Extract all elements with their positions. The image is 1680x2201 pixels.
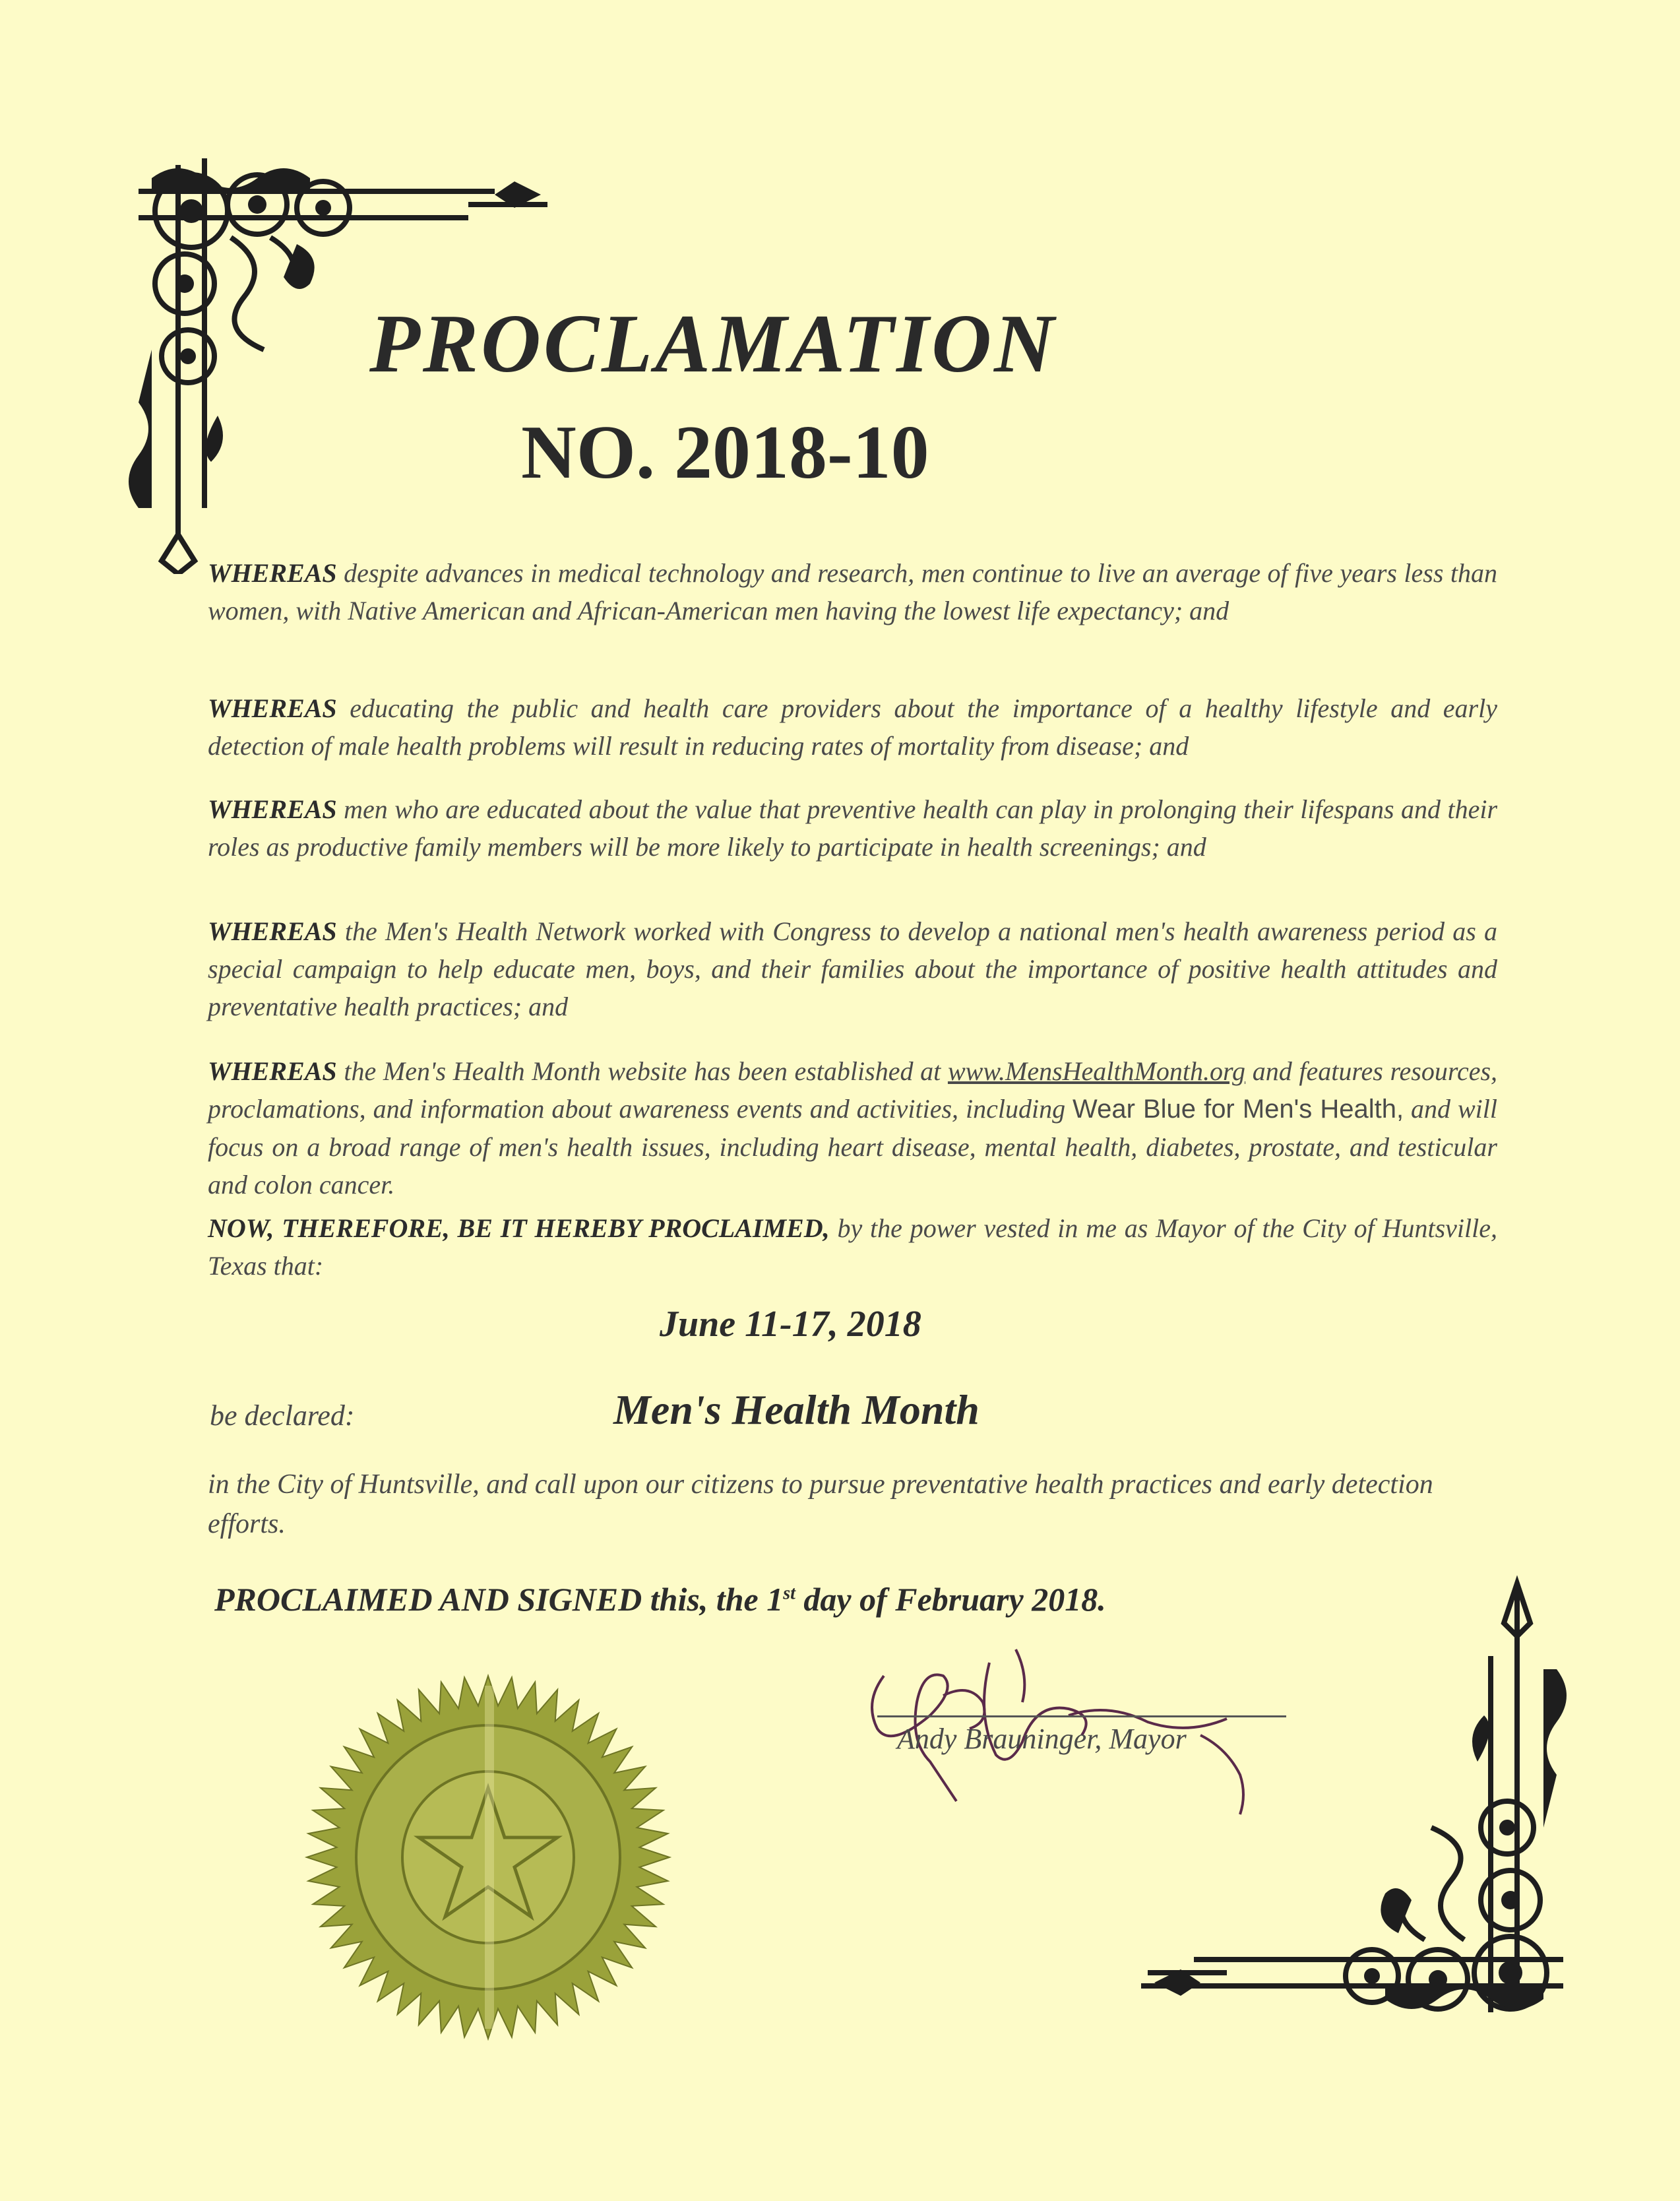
whereas-paragraph-4 [208,912,1497,1025]
whereas-lead: WHEREAS [208,794,337,824]
signed-prefix: PROCLAIMED AND SIGNED this, the 1 [214,1581,784,1618]
whereas-text: educating the public and health care providers about the importance of a healthy lifestyle and early detection of male health problems will result in reducing rates of mortality from disease; and [208,693,1497,761]
whereas-text: and features resources, proclamations, and information about awareness events and activities, including [208,1056,1498,1124]
whereas-text: men who are educated about the value that preventive health can play in prolonging their lifespans and their roles as productive family members will be more likely to participate in health screenings; and [208,794,1498,862]
whereas-paragraph-3 [208,790,1497,866]
now-therefore-paragraph [208,1209,1497,1285]
whereas-lead: WHEREAS [208,693,337,723]
observance-name: Men's Health Month [613,1386,980,1433]
city-seal [303,1673,673,2042]
proclamation-title: PROCLAMATION [369,298,1057,390]
whereas-text: the Men's Health Network worked with Congress to develop a national men's health awareness period as a special campaign to help educate men, boys, and their families about the importance of positive health attitudes and preventative health practices; and [208,916,1498,1021]
whereas-lead: WHEREAS [208,1056,337,1086]
signed-ordinal: st [783,1583,795,1604]
signer-name: Andy Brauninger, Mayor [897,1723,1187,1755]
whereas-lead: WHEREAS [208,916,337,946]
whereas-text: and will focus on a broad range of men's health issues, including heart disease, mental health, diabetes, prostate, and testicular and colon cancer. [208,1094,1498,1199]
ornamental-corner-bottom-right [1115,1564,1596,2039]
website-link[interactable]: www.MensHealthMonth.org [947,1056,1246,1086]
whereas-paragraph-5 [208,1052,1497,1203]
whereas-lead: WHEREAS [208,558,337,588]
whereas-text: the Men's Health Month website has been established at [344,1056,941,1086]
campaign-name: Wear Blue for Men's Health, [1073,1095,1404,1124]
proclamation-number: NO. 2018-10 [521,410,929,495]
declared-label: be declared: [210,1399,355,1432]
whereas-text: despite advances in medical technology and research, men continue to live an average of five years less than women, with Native American and African-American men having the lowest life expectancy; and [208,558,1498,625]
closing-paragraph: in the City of Huntsville, and call upon our citizens to pursue preventative health practices and early detection efforts. [208,1469,1433,1539]
observance-dates: June 11-17, 2018 [660,1304,921,1345]
whereas-paragraph-2 [208,689,1497,765]
now-therefore-text: by the power vested in me as Mayor of the City of Huntsville, Texas that: [208,1213,1497,1281]
signed-suffix: day of February 2018. [795,1581,1106,1618]
now-therefore-lead: NOW, THEREFORE, BE IT HEREBY PROCLAIMED, [208,1213,830,1243]
whereas-paragraph-1 [208,554,1497,629]
